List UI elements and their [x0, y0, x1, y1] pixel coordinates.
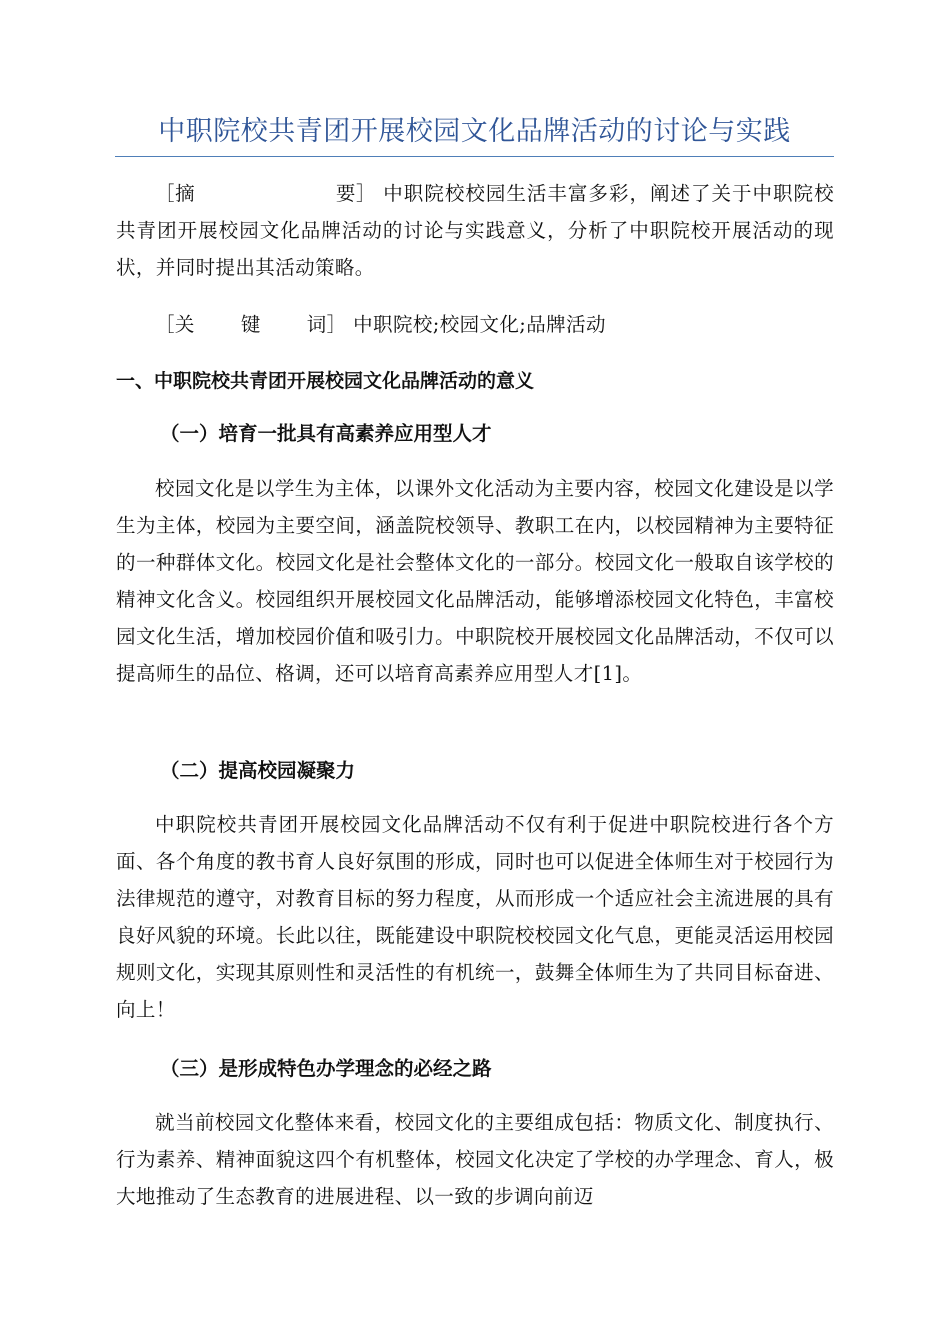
abstract-text: 中职院校校园生活丰富多彩，阐述了关于中职院校共青团开展校园文化品牌活动的讨论与实践意义，分析了中职院校开展活动的现状，并同时提出其活动策略。	[116, 182, 834, 279]
keywords-label-a: ［关	[155, 313, 195, 336]
subsection-heading-3: （三）是形成特色办学理念的必经之路	[160, 1057, 492, 1080]
subsection-body-1: 校园文化是以学生为主体，以课外文化活动为主要内容，校园文化建设是以学生为主体，校园为主要空间，涵盖院校领导、教职工在内，以校园精神为主要特征的一种群体文化。校园文化是社会整体文化的一部分。校园文化一般取自该学校的精神文化含义。校园组织开展校园文化品牌活动，能够增添校园文化特色，丰富校园文化生活，增加校园价值和吸引力。中职院校开展校园文化品牌活动，不仅可以提高师生的品位、格调，还可以培育高素养应用型人才[1]。	[116, 477, 834, 685]
keywords-paragraph	[116, 306, 834, 343]
title-block	[115, 112, 834, 157]
abstract-label-open: ［摘	[155, 182, 196, 205]
subsection-heading-1: （一）培育一批具有高素养应用型人才	[160, 422, 492, 445]
abstract-paragraph	[116, 175, 834, 286]
subsection-body-2: 中职院校共青团开展校园文化品牌活动不仅有利于促进中职院校进行各个方面、各个角度的教书育人良好氛围的形成，同时也可以促进全体师生对于校园行为法律规范的遵守，对教育目标的努力程度，从而形成一个适应社会主流进展的具有良好风貌的环境。长此以往，既能建设中职院校校园文化气息，更能灵活运用校园规则文化，实现其原则性和灵活性的有机统一，鼓舞全体师生为了共同目标奋进、向上！	[116, 813, 834, 1021]
keywords-text: 中职院校;校园文化;品牌活动	[353, 313, 606, 336]
subsection-body-3: 就当前校园文化整体来看，校园文化的主要组成包括：物质文化、制度执行、行为素养、精神面貌这四个有机整体，校园文化决定了学校的办学理念、育人，极大地推动了生态教育的进展进程、以一致的步调向前迈	[116, 1111, 834, 1208]
section-heading-1: 一、中职院校共青团开展校园文化品牌活动的意义	[116, 370, 535, 392]
document-title: 中职院校共青团开展校园文化品牌活动的讨论与实践	[158, 116, 791, 147]
subsection-heading-2: （二）提高校园凝聚力	[160, 759, 356, 782]
keywords-label-b: 键	[240, 313, 261, 336]
abstract-label-close: 要］	[335, 182, 377, 205]
keywords-label-c: 词］	[306, 313, 347, 336]
